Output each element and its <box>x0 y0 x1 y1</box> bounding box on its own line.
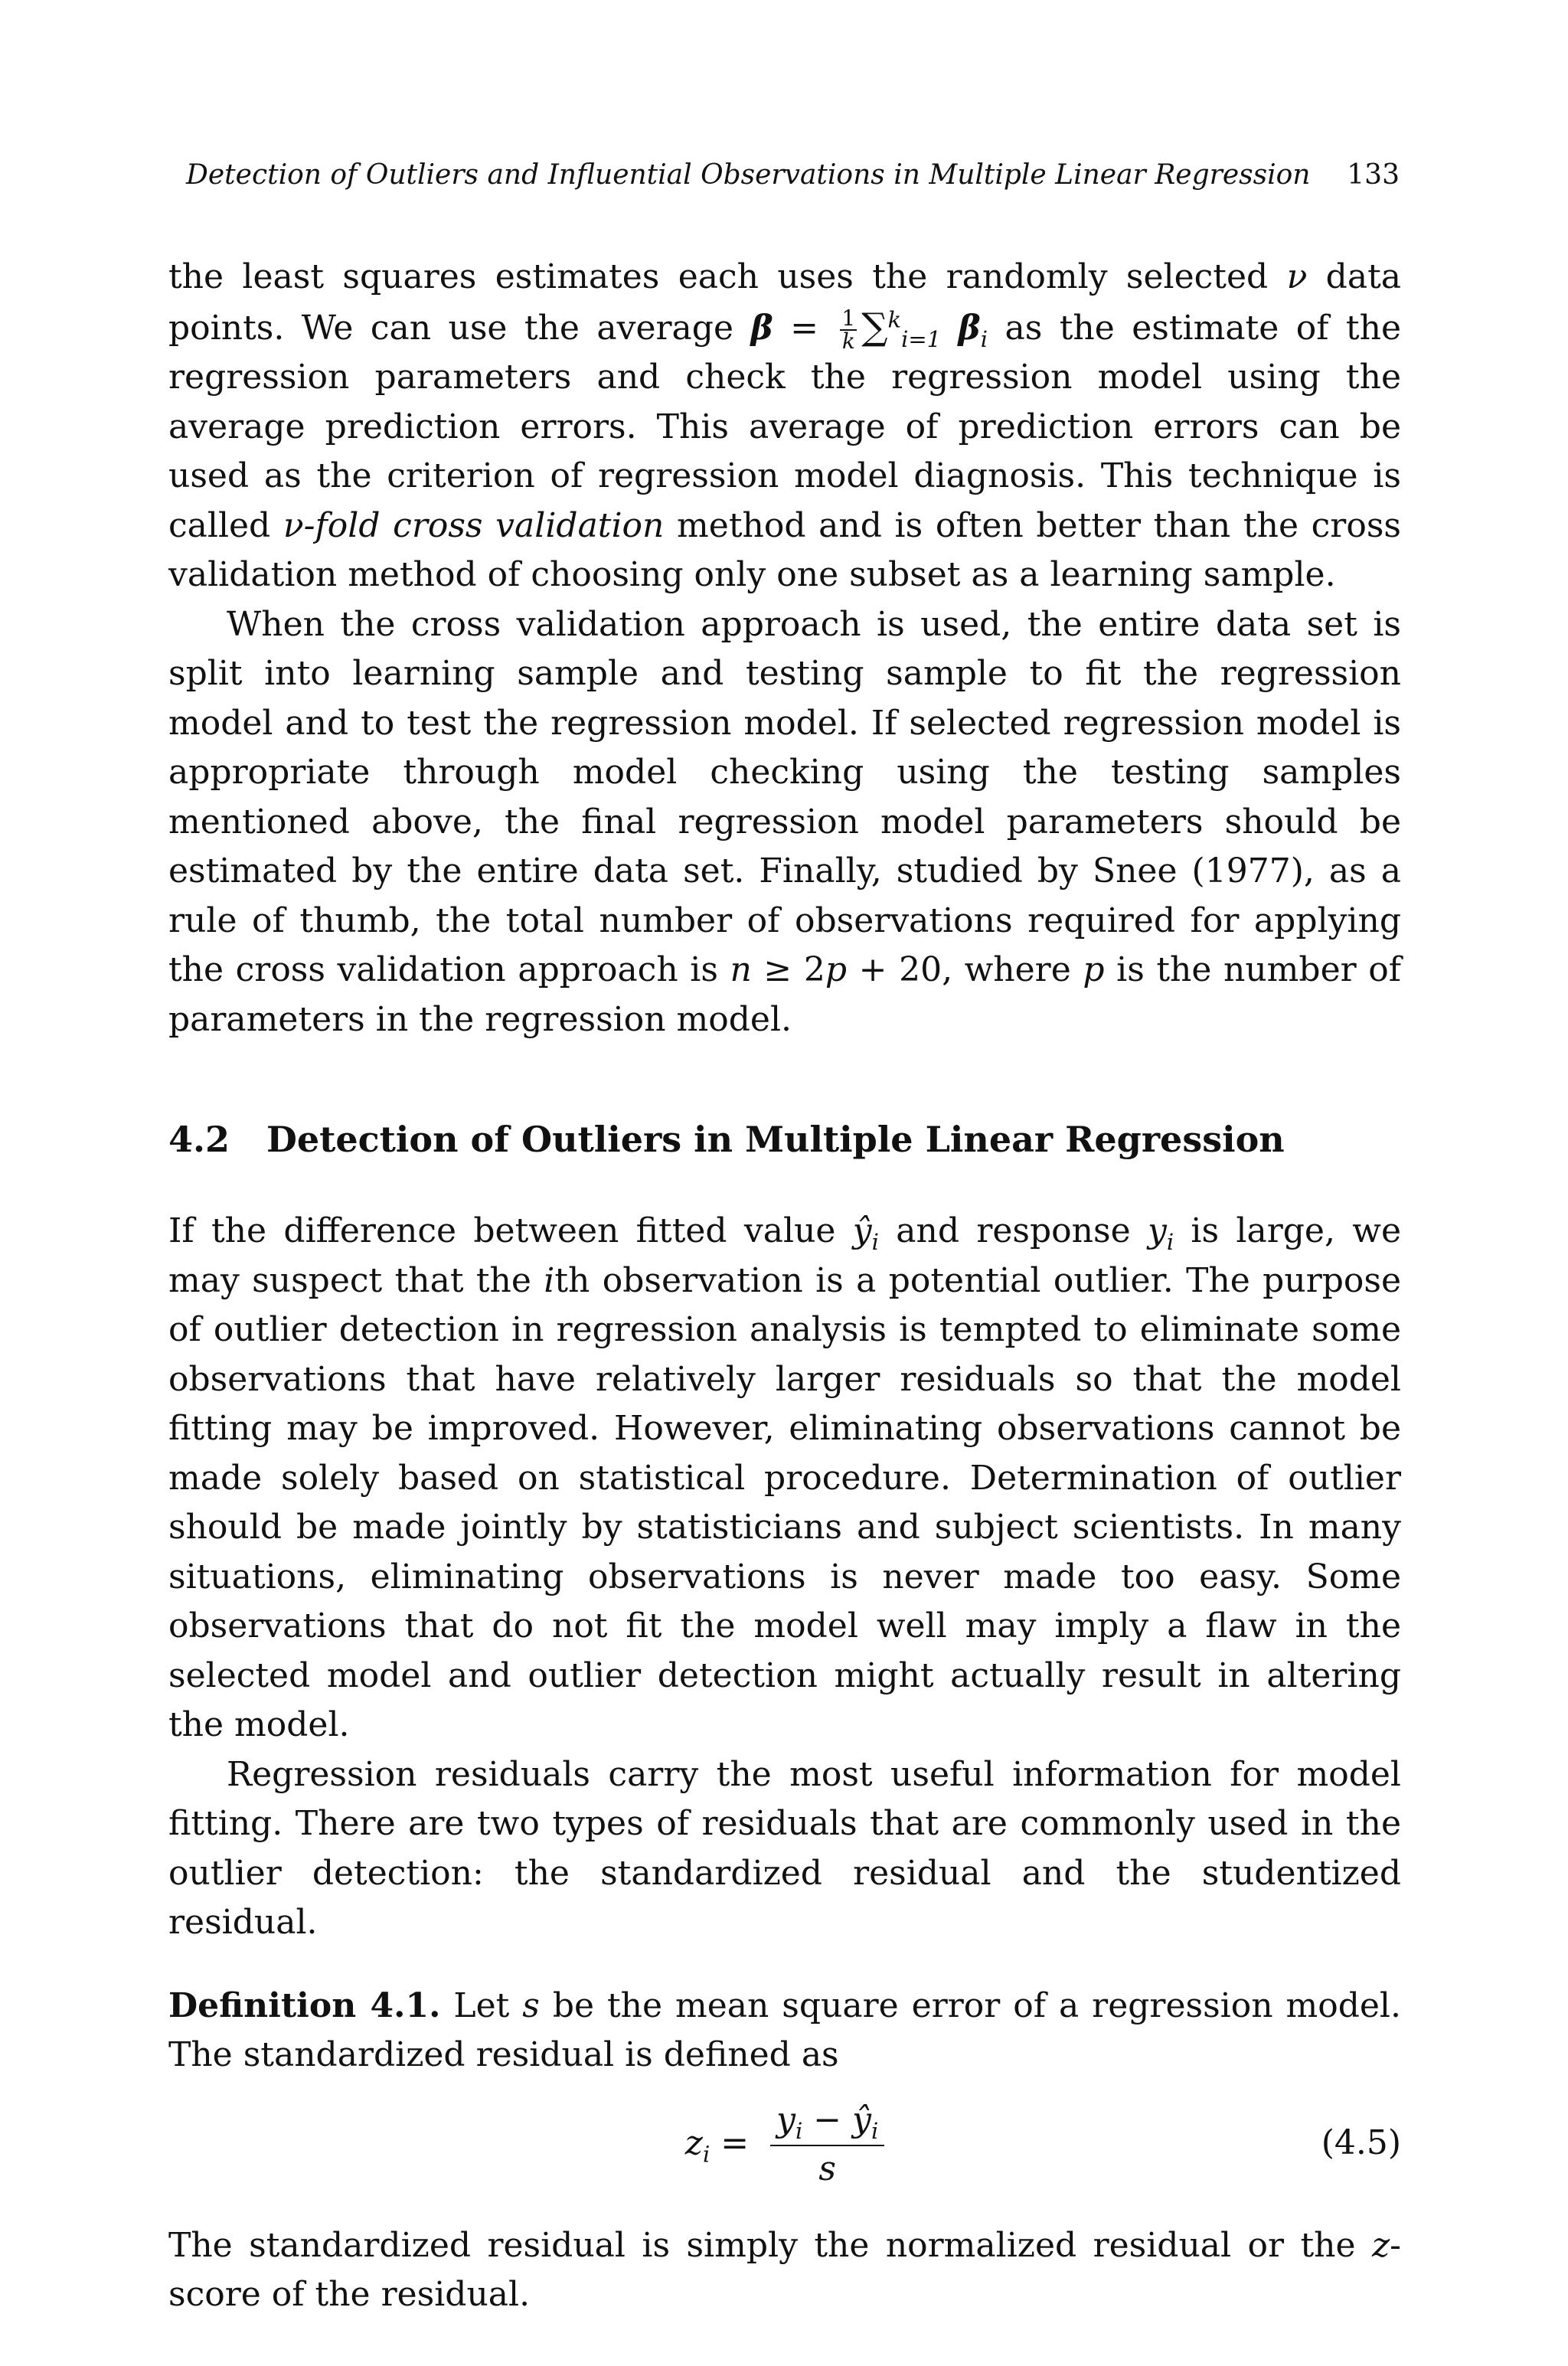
fraction-one-over-k: $\frac{1}{k}$ <box>841 306 856 354</box>
paragraph-residual-types: Regression residuals carry the most useful information for model fitting. There are two types of residuals that are commonly used in the outlier detection: the standardized residual and the studentized residual. <box>168 1754 1401 1942</box>
definition-label: Definition 4.1. <box>168 1985 441 2025</box>
paragraph-outlier-detection: If the difference between fitted value $ŷ_i$ and response $y_i$ is large, we may suspect that the ith observation is a potential outlier. The purpose of outlier detection in regression analysis is tempted to eliminate some observations that have relatively larger residuals so that the model fitting may be improved. However, eliminating observations cannot be made solely based on statistical procedure. Determination of outlier should be made jointly by statisticians and subject scientists. In many situations, eliminating observations is never made too easy. Some observations that do not fit the model well may imply a flaw in the selected model and outlier detection might actually result in altering the model. <box>168 1211 1401 1744</box>
equation-number: (4.5) <box>1321 2123 1401 2162</box>
paragraph-standardized-residual: The standardized residual is simply the normalized residual or the z-score of the residual. <box>168 2225 1401 2314</box>
section-number: 4.2 <box>168 1119 230 1160</box>
definition-4-1: Definition 4.1. Let s be the mean square error of a regression model. The standardized residual is defined as <box>168 1985 1401 2074</box>
page-number: 133 <box>1347 159 1400 191</box>
paragraph-cross-validation: the least squares estimates each uses the randomly selected ν data points. We can use the average β = $\frac{1}{k}$ ∑$^k_{i=1}$ $\beta_i$ as the estimate of the regression parameters and check the regression model using the average prediction errors. This average of prediction errors can be used as the criterion of regression model diagnosis. This technique is called ν-fold cross validation method and is often better than the cross validation method of choosing only one subset as a learning sample. <box>168 257 1401 594</box>
equation-4-5 <box>168 2091 1401 2206</box>
paragraph-cross-validation-approach: When the cross validation approach is used, the entire data set is split into learning sample and testing sample to fit the regression model and to test the regression model. If selected regression model is appropriate through model checking using the testing samples mentioned above, the final regression model parameters should be estimated by the entire data set. Finally, studied by Snee (1977), as a rule of thumb, the total number of observations required for applying the cross validation approach is n ≥ 2p + 20, where p is the number of parameters in the regression model. <box>168 604 1401 1039</box>
running-header <box>186 159 1400 191</box>
running-title: Detection of Outliers and Influential Observations in Multiple Linear Regression <box>186 159 1311 191</box>
equation-body: $z_i$ = $\frac{y_i - ŷ_i}{s}$ <box>168 2099 1401 2192</box>
equation-fraction: $\frac{y_i - ŷ_i}{s}$ <box>770 2099 884 2192</box>
section-heading <box>168 1115 1401 1164</box>
page-body <box>168 253 1401 2320</box>
term-nu-fold-cross-validation: ν-fold cross validation <box>283 505 665 545</box>
section-title: Detection of Outliers in Multiple Linear Regression <box>266 1119 1285 1160</box>
